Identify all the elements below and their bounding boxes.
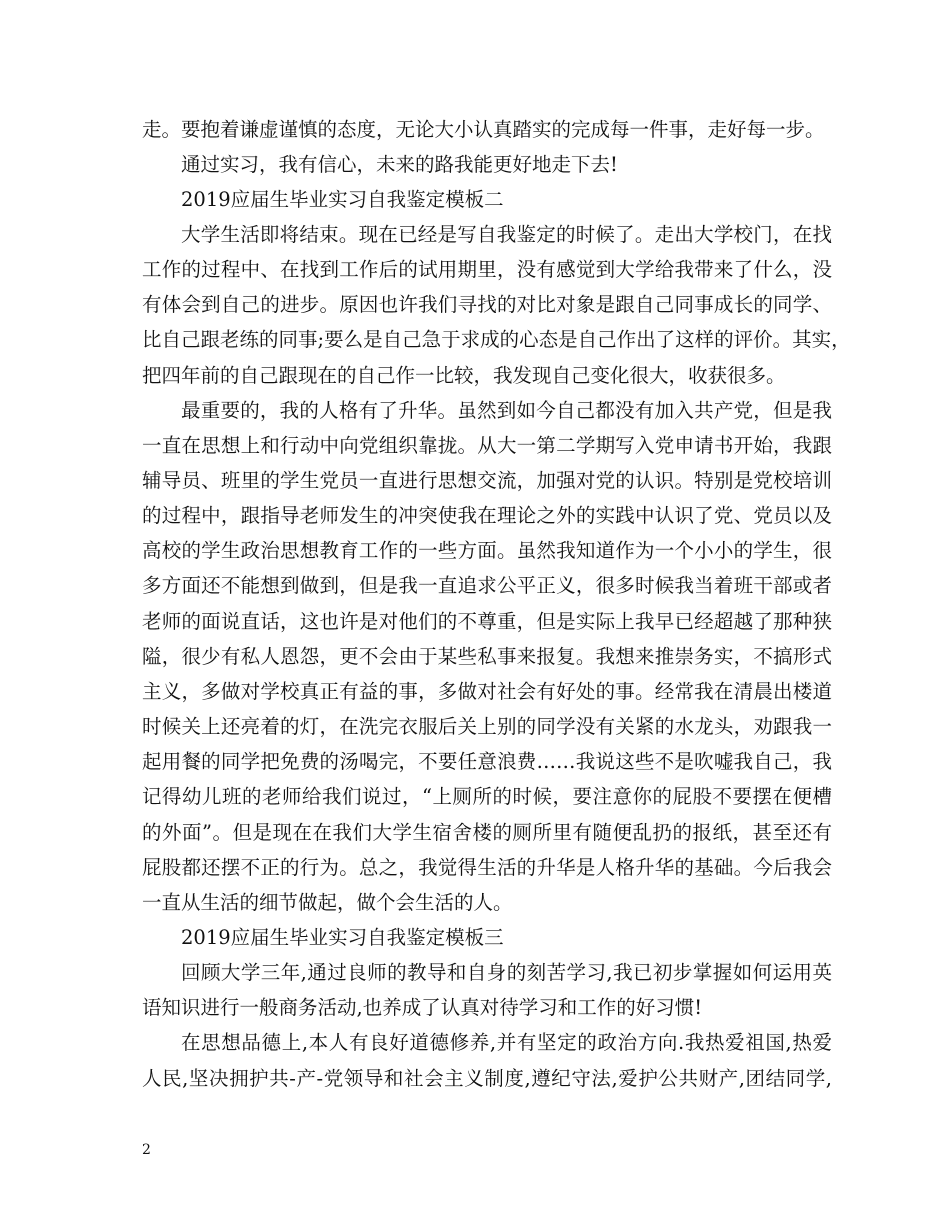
text-line: 人民,坚决拥护共-产-党领导和社会主义制度,遵纪守法,爱护公共财产,团结同学,: [142, 1067, 832, 1090]
text-line: 隘，很少有私人恩怨，更不会由于某些私事来报复。我想来推崇务实，不搞形式: [142, 645, 832, 668]
text-line: 记得幼儿班的老师给我们说过，“上厕所的时候，要注意你的屁股不要摆在便槽: [142, 785, 832, 808]
text-line: 的外面”。但是现在在我们大学生宿舍楼的厕所里有随便乱扔的报纸，甚至还有: [142, 821, 832, 844]
text-line: 语知识进行一般商务活动,也养成了认真对待学习和工作的好习惯!: [142, 996, 703, 1019]
text-line: 在思想品德上,本人有良好道德修养,并有坚定的政治方向.我热爱祖国,热爱: [181, 1031, 832, 1054]
text-line: 走。要抱着谦虚谨慎的态度，无论大小认真踏实的完成每一件事，走好每一步。: [142, 118, 825, 141]
text-line: 起用餐的同学把免费的汤喝完，不要任意浪费……我说这些不是吹嘘我自己，我: [142, 750, 832, 773]
text-line: 把四年前的自己跟现在的自己作一比较，我发现自己变化很大，收获很多。: [142, 364, 786, 387]
text-line: 工作的过程中、在找到工作后的试用期里，没有感觉到大学给我带来了什么，没: [142, 258, 832, 281]
section-heading: 2019应届生毕业实习自我鉴定模板二: [181, 188, 504, 211]
page-number: 2: [142, 1142, 151, 1158]
section-heading: 2019应届生毕业实习自我鉴定模板三: [181, 926, 504, 949]
text-line: 有体会到自己的进步。原因也许我们寻找的对比对象是跟自己同事成长的同学、: [142, 293, 832, 316]
text-line: 多方面还不能想到做到，但是我一直追求公平正义，很多时候我当着班干部或者: [142, 574, 832, 597]
text-line: 大学生活即将结束。现在已经是写自我鉴定的时候了。走出大学校门，在找: [181, 223, 832, 246]
text-line: 高校的学生政治思想教育工作的一些方面。虽然我知道作为一个小小的学生，很: [142, 539, 832, 562]
text-line: 比自己跟老练的同事;要么是自己急于求成的心态是自己作出了这样的评价。其实，: [142, 328, 851, 351]
text-line: 的过程中，跟指导老师发生的冲突使我在理论之外的实践中认识了党、党员以及: [142, 504, 832, 527]
text-line: 一直在思想上和行动中向党组织靠拢。从大一第二学期写入党申请书开始，我跟: [142, 434, 832, 457]
text-line: 辅导员、班里的学生党员一直进行思想交流，加强对党的认识。特别是党校培训: [142, 469, 832, 492]
text-line: 时候关上还亮着的灯，在洗完衣服后关上别的同学没有关紧的水龙头，劝跟我一: [142, 715, 832, 738]
text-line: 一直从生活的细节做起，做个会生活的人。: [142, 891, 513, 914]
text-line: 最重要的，我的人格有了升华。虽然到如今自己都没有加入共产党，但是我: [181, 399, 832, 422]
text-line: 老师的面说直话，这也许是对他们的不尊重，但是实际上我早已经超越了那种狭: [142, 610, 832, 633]
text-line: 主义，多做对学校真正有益的事，多做对社会有好处的事。经常我在清晨出楼道: [142, 680, 832, 703]
text-line: 通过实习，我有信心，未来的路我能更好地走下去!: [181, 153, 618, 176]
text-line: 回顾大学三年,通过良师的教导和自身的刻苦学习,我已初步掌握如何运用英: [181, 961, 832, 984]
text-line: 屁股都还摆不正的行为。总之，我觉得生活的升华是人格升华的基础。今后我会: [142, 856, 832, 879]
